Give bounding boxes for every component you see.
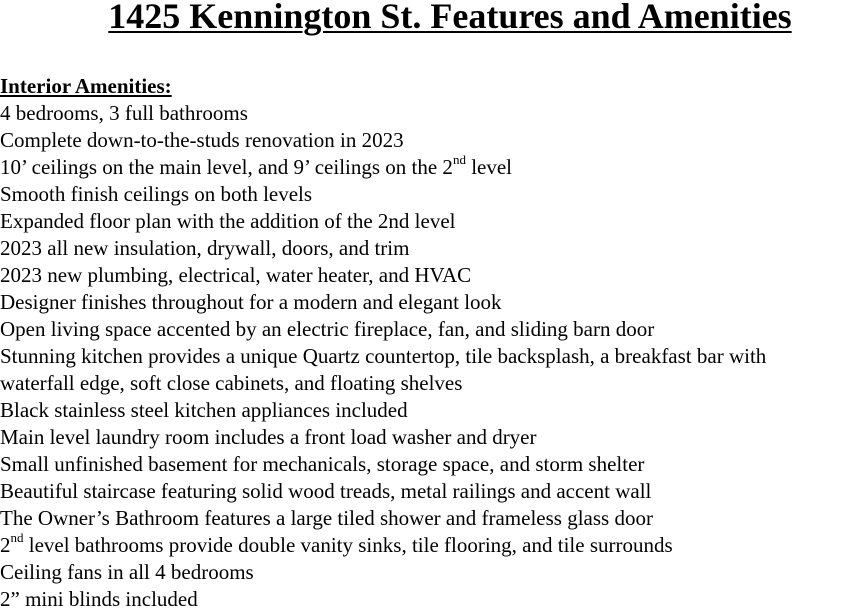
- ordinal-suffix: nd: [10, 530, 24, 545]
- amenity-item: Smooth finish ceilings on both levels: [0, 182, 313, 206]
- amenity-item: [0, 154, 851, 181]
- amenity-item: Beautiful staircase featuring solid wood treads, metal railings and accent wall: [0, 479, 652, 503]
- amenity-item: 2023 new plumbing, electrical, water heater, and HVAC: [0, 263, 472, 287]
- amenity-item: Designer finishes throughout for a modern and elegant look: [0, 290, 502, 314]
- amenities-content: [0, 73, 851, 613]
- amenity-item: 4 bedrooms, 3 full bathrooms: [0, 101, 248, 125]
- amenity-item: Small unfinished basement for mechanicals, storage space, and storm shelter: [0, 452, 645, 476]
- amenity-item: [0, 532, 851, 559]
- amenity-item: 2” mini blinds included: [0, 587, 198, 611]
- amenity-item: Expanded floor plan with the addition of the 2nd level: [0, 209, 456, 233]
- page-title: 1425 Kennington St. Features and Amenities: [108, 0, 792, 36]
- amenity-text-line-1: Stunning kitchen provides a unique Quartz countertop, tile backsplash, a breakfast bar with: [0, 344, 767, 368]
- amenities-list: [0, 100, 851, 613]
- section-heading-interior-amenities: Interior Amenities:: [0, 74, 172, 98]
- amenity-text: level: [465, 155, 512, 179]
- amenity-item: Ceiling fans in all 4 bedrooms: [0, 560, 254, 584]
- ordinal-suffix: nd: [452, 152, 466, 167]
- amenity-item: 2023 all new insulation, drywall, doors, and trim: [0, 236, 410, 260]
- amenity-item: Complete down-to-the-studs renovation in 2023: [0, 128, 404, 152]
- amenity-item: Open living space accented by an electric fireplace, fan, and sliding barn door: [0, 317, 655, 341]
- amenity-text: 10’ ceilings on the main level, and 9’ ceilings on the 2: [0, 155, 453, 179]
- amenity-item: Black stainless steel kitchen appliances included: [0, 398, 408, 422]
- amenity-item: [0, 343, 851, 397]
- amenity-text: 2: [0, 533, 11, 557]
- amenity-text: level bathrooms provide double vanity sinks, tile flooring, and tile surrounds: [23, 533, 673, 557]
- amenity-text-line-2: waterfall edge, soft close cabinets, and floating shelves: [0, 371, 463, 395]
- amenity-item: Main level laundry room includes a front load washer and dryer: [0, 425, 537, 449]
- amenity-item: The Owner’s Bathroom features a large tiled shower and frameless glass door: [0, 506, 653, 530]
